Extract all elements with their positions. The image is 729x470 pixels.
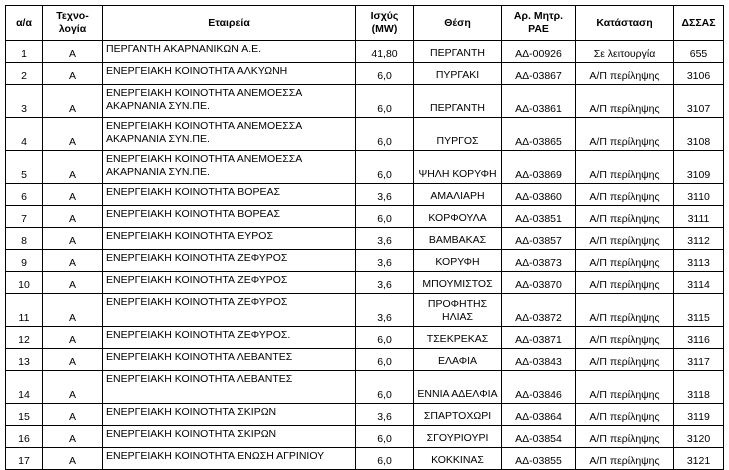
cell-status: Σε λειτουργία <box>576 41 674 63</box>
cell-dssas: 3118 <box>674 371 724 404</box>
cell-status: Α/Π περίληψης <box>576 371 674 404</box>
cell-no: 3 <box>6 85 43 118</box>
header-location: Θέση <box>414 6 502 41</box>
cell-power: 3,6 <box>356 184 414 206</box>
cell-status: Α/Π περίληψης <box>576 272 674 294</box>
cell-power: 6,0 <box>356 371 414 404</box>
cell-location: ΕΛΑΦΙΑ <box>414 349 502 371</box>
cell-no: 13 <box>6 349 43 371</box>
cell-status: Α/Π περίληψης <box>576 250 674 272</box>
cell-dssas: 3117 <box>674 349 724 371</box>
cell-technology: Α <box>43 404 103 426</box>
cell-dssas: 655 <box>674 41 724 63</box>
cell-power: 6,0 <box>356 118 414 151</box>
header-dssas: ΔΣΣΑΣ <box>674 6 724 41</box>
cell-power: 6,0 <box>356 327 414 349</box>
cell-status: Α/Π περίληψης <box>576 85 674 118</box>
cell-power: 6,0 <box>356 448 414 470</box>
cell-dssas: 3110 <box>674 184 724 206</box>
cell-power: 3,6 <box>356 228 414 250</box>
cell-power: 6,0 <box>356 206 414 228</box>
cell-rae: ΑΔ-03871 <box>502 327 576 349</box>
cell-status: Α/Π περίληψης <box>576 151 674 184</box>
cell-technology: Α <box>43 118 103 151</box>
cell-location: ΑΜΑΛΙΑΡΗ <box>414 184 502 206</box>
cell-no: 6 <box>6 184 43 206</box>
cell-company: ΕΝΕΡΓΕΙΑΚΗ ΚΟΙΝΟΤΗΤΑ ΑΝΕΜΟΕΣΣΑ ΑΚΑΡΝΑΝΙΑ ΣΥΝ.ΠΕ. <box>103 85 356 118</box>
cell-no: 11 <box>6 294 43 327</box>
cell-location: ΨΗΛΗ ΚΟΡΥΦΗ <box>414 151 502 184</box>
cell-company: ΕΝΕΡΓΕΙΑΚΗ ΚΟΙΝΟΤΗΤΑ ΛΕΒΑΝΤΕΣ <box>103 349 356 371</box>
cell-location: ΜΠΟΥΜΙΣΤΟΣ <box>414 272 502 294</box>
cell-location: ΣΓΟΥΡΙΟΥΡΙ <box>414 426 502 448</box>
cell-location: ΕΝΝΙΑ ΑΔΕΛΦΙΑ <box>414 371 502 404</box>
cell-no: 14 <box>6 371 43 404</box>
cell-dssas: 3116 <box>674 327 724 349</box>
cell-no: 16 <box>6 426 43 448</box>
table-row <box>6 63 724 85</box>
cell-company: ΕΝΕΡΓΕΙΑΚΗ ΚΟΙΝΟΤΗΤΑ ΑΝΕΜΟΕΣΣΑ ΑΚΑΡΝΑΝΙΑ ΣΥΝ.ΠΕ. <box>103 151 356 184</box>
cell-dssas: 3119 <box>674 404 724 426</box>
cell-technology: Α <box>43 448 103 470</box>
table-row <box>6 85 724 118</box>
cell-dssas: 3121 <box>674 448 724 470</box>
cell-dssas: 3109 <box>674 151 724 184</box>
table-row <box>6 426 724 448</box>
table-row <box>6 41 724 63</box>
cell-status: Α/Π περίληψης <box>576 118 674 151</box>
cell-rae: ΑΔ-03867 <box>502 63 576 85</box>
cell-technology: Α <box>43 272 103 294</box>
cell-technology: Α <box>43 371 103 404</box>
cell-power: 3,6 <box>356 294 414 327</box>
cell-status: Α/Π περίληψης <box>576 63 674 85</box>
cell-power: 3,6 <box>356 250 414 272</box>
cell-rae: ΑΔ-03854 <box>502 426 576 448</box>
cell-status: Α/Π περίληψης <box>576 206 674 228</box>
cell-no: 7 <box>6 206 43 228</box>
cell-status: Α/Π περίληψης <box>576 448 674 470</box>
cell-status: Α/Π περίληψης <box>576 404 674 426</box>
cell-rae: ΑΔ-03861 <box>502 85 576 118</box>
wind-farm-table <box>5 5 724 470</box>
cell-rae: ΑΔ-00926 <box>502 41 576 63</box>
table-row <box>6 294 724 327</box>
table-row <box>6 228 724 250</box>
cell-company: ΕΝΕΡΓΕΙΑΚΗ ΚΟΙΝΟΤΗΤΑ ΕΝΩΣΗ ΑΓΡΙΝΙΟΥ <box>103 448 356 470</box>
cell-rae: ΑΔ-03872 <box>502 294 576 327</box>
cell-rae: ΑΔ-03873 <box>502 250 576 272</box>
cell-rae: ΑΔ-03846 <box>502 371 576 404</box>
header-status: Κατάσταση <box>576 6 674 41</box>
cell-power: 6,0 <box>356 151 414 184</box>
cell-no: 15 <box>6 404 43 426</box>
cell-status: Α/Π περίληψης <box>576 349 674 371</box>
cell-location: ΠΕΡΓΑΝΤΗ <box>414 41 502 63</box>
cell-no: 12 <box>6 327 43 349</box>
cell-technology: Α <box>43 426 103 448</box>
cell-company: ΕΝΕΡΓΕΙΑΚΗ ΚΟΙΝΟΤΗΤΑ ΑΝΕΜΟΕΣΣΑ ΑΚΑΡΝΑΝΙΑ ΣΥΝ.ΠΕ. <box>103 118 356 151</box>
cell-rae: ΑΔ-03870 <box>502 272 576 294</box>
table-row <box>6 448 724 470</box>
table-row <box>6 151 724 184</box>
cell-technology: Α <box>43 349 103 371</box>
cell-dssas: 3106 <box>674 63 724 85</box>
cell-dssas: 3107 <box>674 85 724 118</box>
cell-location: ΚΟΚΚΙΝΑΣ <box>414 448 502 470</box>
cell-company: ΠΕΡΓΑΝΤΗ ΑΚΑΡΝΑΝΙΚΩΝ Α.Ε. <box>103 41 356 63</box>
cell-dssas: 3111 <box>674 206 724 228</box>
cell-technology: Α <box>43 294 103 327</box>
header-rae <box>502 6 576 41</box>
cell-no: 5 <box>6 151 43 184</box>
cell-technology: Α <box>43 151 103 184</box>
cell-rae: ΑΔ-03869 <box>502 151 576 184</box>
cell-technology: Α <box>43 327 103 349</box>
table-row <box>6 349 724 371</box>
cell-no: 4 <box>6 118 43 151</box>
cell-rae: ΑΔ-03857 <box>502 228 576 250</box>
cell-company: ΕΝΕΡΓΕΙΑΚΗ ΚΟΙΝΟΤΗΤΑ ΣΚΙΡΩΝ <box>103 404 356 426</box>
cell-power: 41,80 <box>356 41 414 63</box>
table-row <box>6 327 724 349</box>
cell-rae: ΑΔ-03851 <box>502 206 576 228</box>
cell-location: ΠΥΡΓΟΣ <box>414 118 502 151</box>
header-power <box>356 6 414 41</box>
cell-no: 17 <box>6 448 43 470</box>
table-row <box>6 272 724 294</box>
cell-power: 6,0 <box>356 63 414 85</box>
cell-dssas: 3112 <box>674 228 724 250</box>
cell-company: ΕΝΕΡΓΕΙΑΚΗ ΚΟΙΝΟΤΗΤΑ ΒΟΡΕΑΣ <box>103 184 356 206</box>
cell-no: 9 <box>6 250 43 272</box>
cell-location: ΤΣΕΚΡΕΚΑΣ <box>414 327 502 349</box>
cell-dssas: 3114 <box>674 272 724 294</box>
header-technology <box>43 6 103 41</box>
cell-company: ΕΝΕΡΓΕΙΑΚΗ ΚΟΙΝΟΤΗΤΑ ΖΕΦΥΡΟΣ <box>103 294 356 327</box>
cell-no: 1 <box>6 41 43 63</box>
cell-status: Α/Π περίληψης <box>576 426 674 448</box>
cell-location: ΠΕΡΓΑΝΤΗ <box>414 85 502 118</box>
table-header-row <box>6 6 724 41</box>
cell-no: 8 <box>6 228 43 250</box>
cell-location: ΚΟΡΦΟΥΛΑ <box>414 206 502 228</box>
cell-company: ΕΝΕΡΓΕΙΑΚΗ ΚΟΙΝΟΤΗΤΑ ΕΥΡΟΣ <box>103 228 356 250</box>
cell-power: 3,6 <box>356 404 414 426</box>
table-row <box>6 371 724 404</box>
cell-company: ΕΝΕΡΓΕΙΑΚΗ ΚΟΙΝΟΤΗΤΑ ΛΕΒΑΝΤΕΣ <box>103 371 356 404</box>
cell-rae: ΑΔ-03864 <box>502 404 576 426</box>
table-body <box>6 41 724 470</box>
cell-power: 6,0 <box>356 349 414 371</box>
cell-technology: Α <box>43 184 103 206</box>
cell-status: Α/Π περίληψης <box>576 327 674 349</box>
cell-location: ΒΑΜΒΑΚΑΣ <box>414 228 502 250</box>
cell-status: Α/Π περίληψης <box>576 184 674 206</box>
cell-location: ΣΠΑΡΤΟΧΩΡΙ <box>414 404 502 426</box>
table-row <box>6 250 724 272</box>
cell-company: ΕΝΕΡΓΕΙΑΚΗ ΚΟΙΝΟΤΗΤΑ ΖΕΦΥΡΟΣ. <box>103 327 356 349</box>
table-row <box>6 118 724 151</box>
header-technology-label: Τεχνο- λογία <box>56 10 89 35</box>
header-power-label: Ισχύς (MW) <box>370 10 399 35</box>
cell-technology: Α <box>43 63 103 85</box>
cell-technology: Α <box>43 41 103 63</box>
table-row <box>6 404 724 426</box>
cell-company: ΕΝΕΡΓΕΙΑΚΗ ΚΟΙΝΟΤΗΤΑ ΖΕΦΥΡΟΣ <box>103 250 356 272</box>
cell-dssas: 3113 <box>674 250 724 272</box>
cell-no: 10 <box>6 272 43 294</box>
header-rae-label: Αρ. Μητρ. ΡΑΕ <box>513 10 564 35</box>
cell-dssas: 3108 <box>674 118 724 151</box>
cell-status: Α/Π περίληψης <box>576 228 674 250</box>
header-no: α/α <box>6 6 43 41</box>
cell-rae: ΑΔ-03865 <box>502 118 576 151</box>
cell-dssas: 3120 <box>674 426 724 448</box>
table-row <box>6 206 724 228</box>
header-company: Εταιρεία <box>103 6 356 41</box>
cell-rae: ΑΔ-03855 <box>502 448 576 470</box>
cell-power: 6,0 <box>356 426 414 448</box>
cell-company: ΕΝΕΡΓΕΙΑΚΗ ΚΟΙΝΟΤΗΤΑ ΣΚΙΡΩΝ <box>103 426 356 448</box>
cell-rae: ΑΔ-03860 <box>502 184 576 206</box>
table-row <box>6 184 724 206</box>
cell-location: ΠΡΟΦΗΤΗΣ ΗΛΙΑΣ <box>414 294 502 327</box>
cell-power: 6,0 <box>356 85 414 118</box>
cell-location: ΚΟΡΥΦΗ <box>414 250 502 272</box>
cell-status: Α/Π περίληψης <box>576 294 674 327</box>
cell-power: 3,6 <box>356 272 414 294</box>
cell-technology: Α <box>43 250 103 272</box>
cell-rae: ΑΔ-03843 <box>502 349 576 371</box>
cell-company: ΕΝΕΡΓΕΙΑΚΗ ΚΟΙΝΟΤΗΤΑ ΒΟΡΕΑΣ <box>103 206 356 228</box>
cell-technology: Α <box>43 85 103 118</box>
cell-company: ΕΝΕΡΓΕΙΑΚΗ ΚΟΙΝΟΤΗΤΑ ΑΛΚΥΩΝΗ <box>103 63 356 85</box>
cell-dssas: 3115 <box>674 294 724 327</box>
cell-technology: Α <box>43 228 103 250</box>
cell-location: ΠΥΡΓΑΚΙ <box>414 63 502 85</box>
cell-company: ΕΝΕΡΓΕΙΑΚΗ ΚΟΙΝΟΤΗΤΑ ΖΕΦΥΡΟΣ <box>103 272 356 294</box>
cell-technology: Α <box>43 206 103 228</box>
cell-no: 2 <box>6 63 43 85</box>
